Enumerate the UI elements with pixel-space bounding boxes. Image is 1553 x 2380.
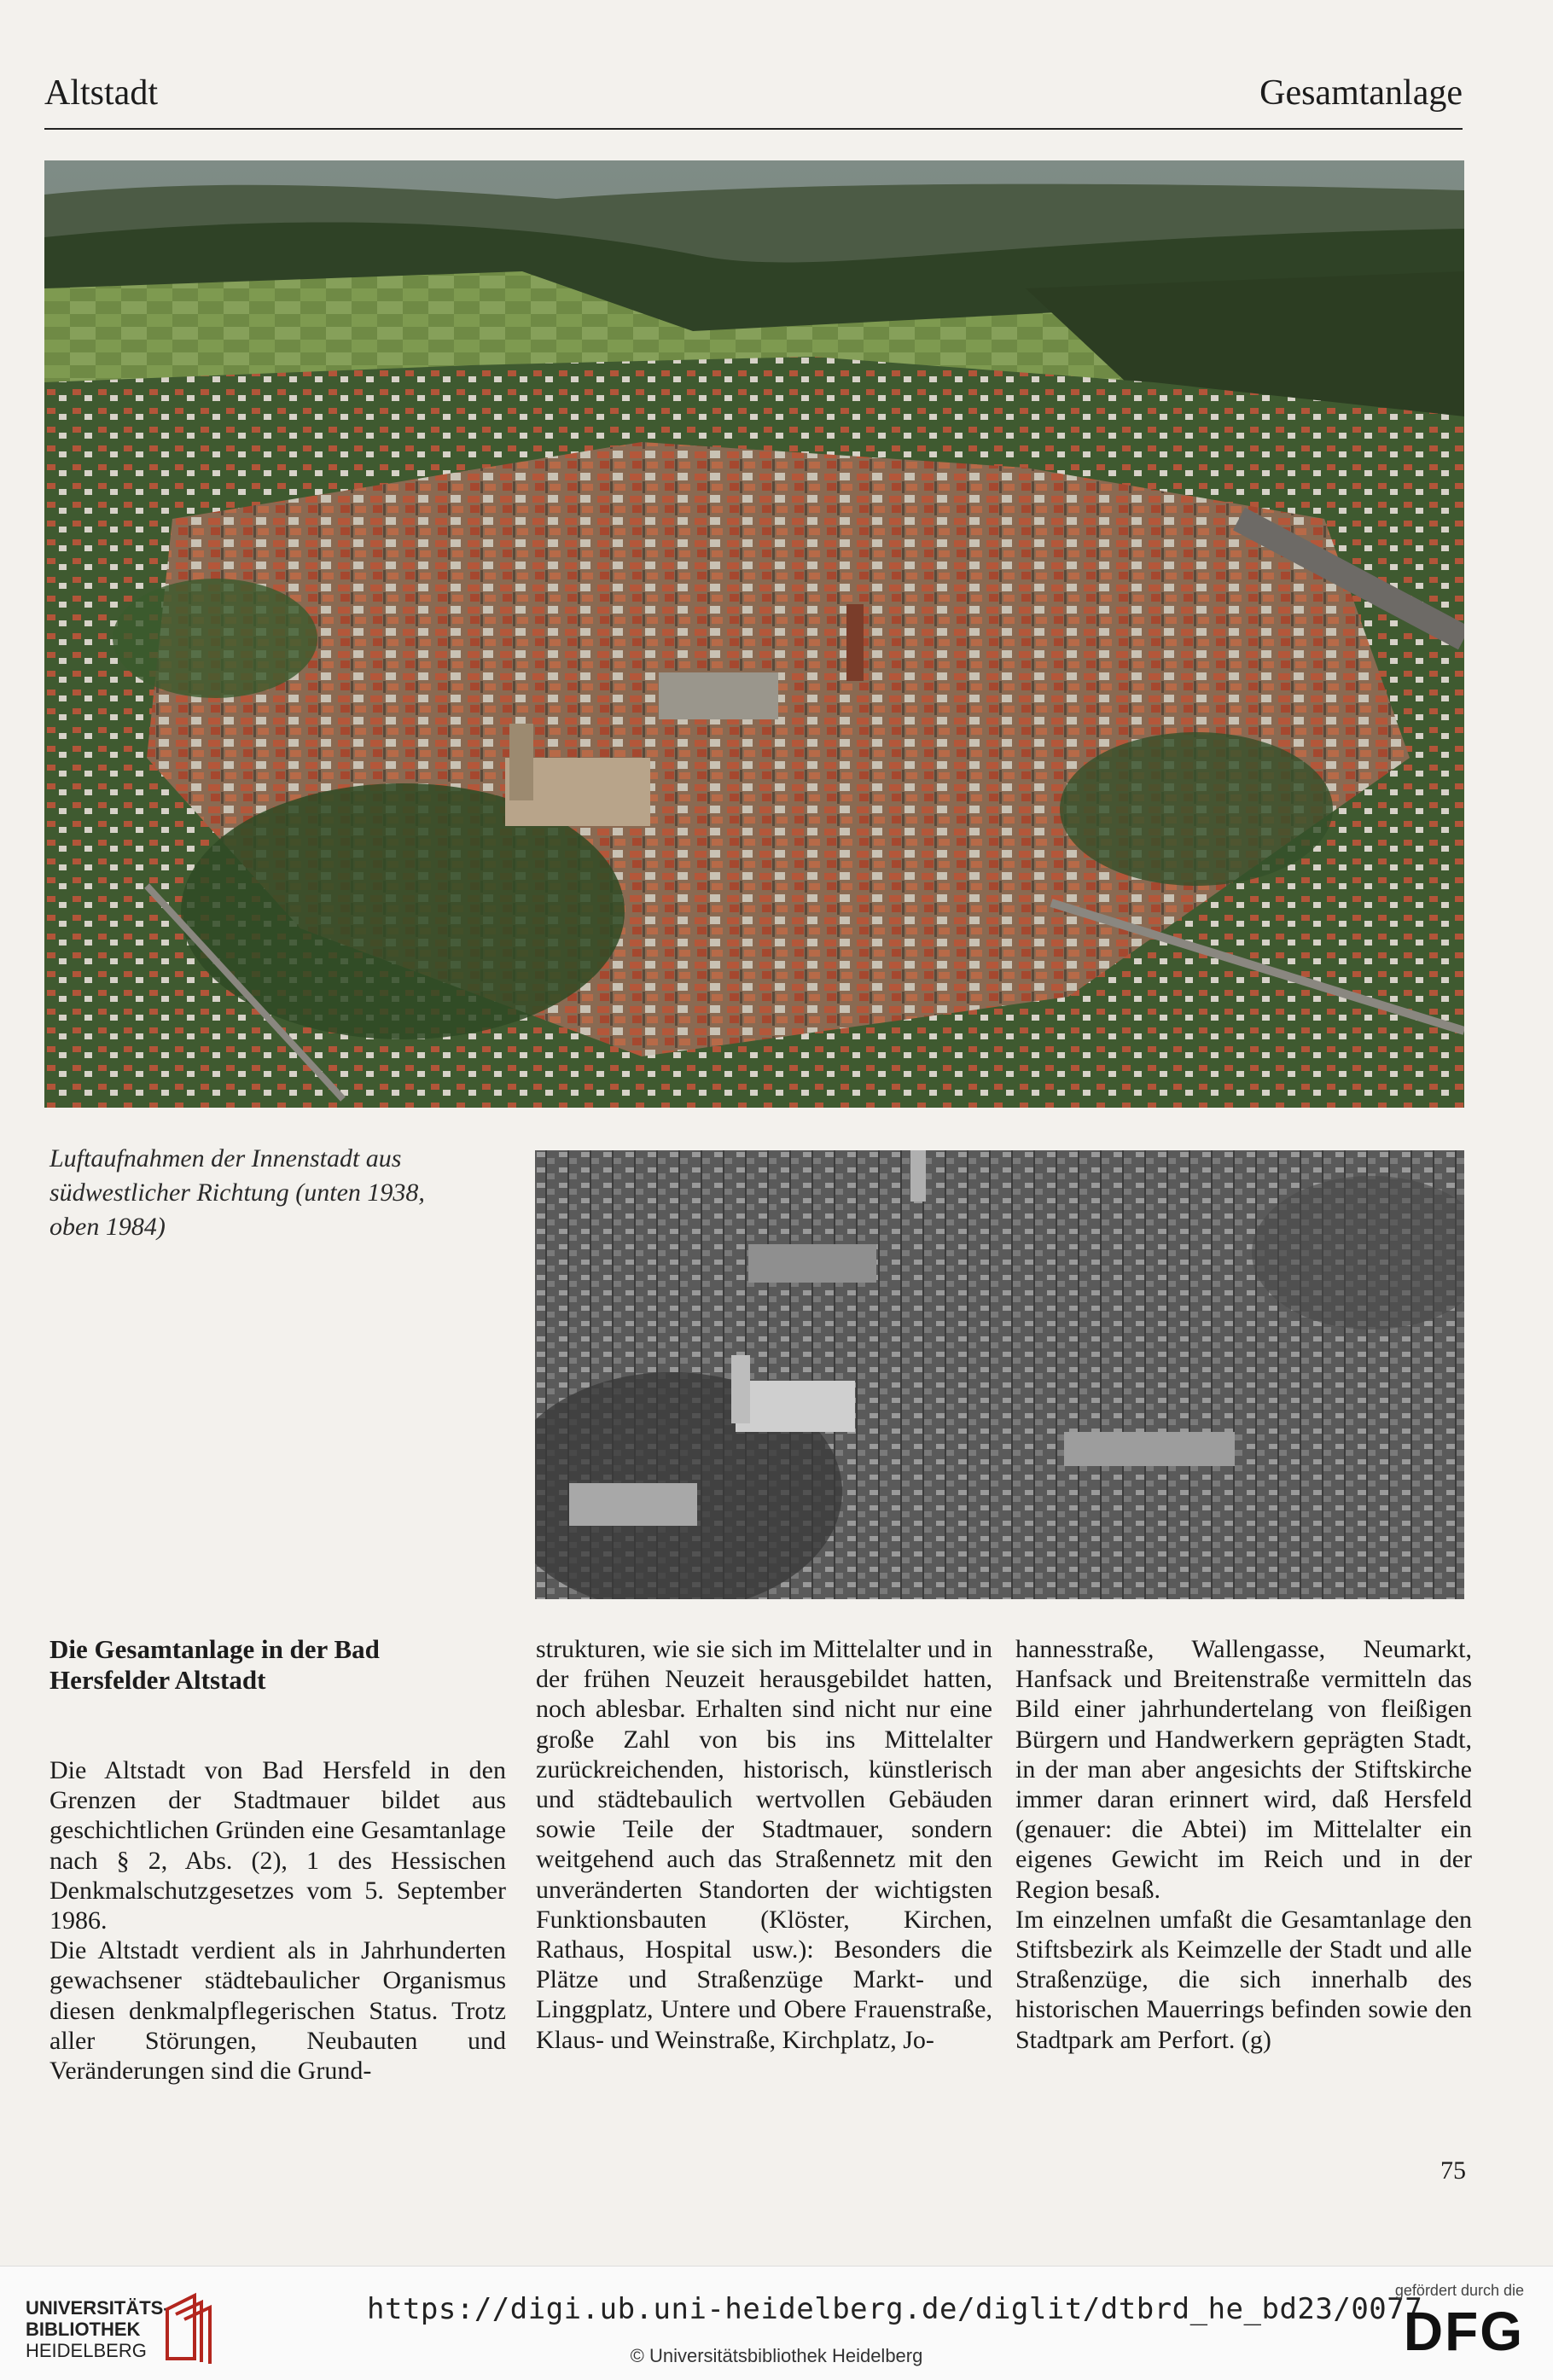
article-heading: Die Gesamtanlage in der Bad Hersfelder Altstadt: [49, 1634, 380, 1695]
photo-caption: Luftaufnahmen der Innenstadt aus südwestlicher Richtung (unten 1938, oben 1984): [49, 1144, 425, 1241]
paragraph: hannesstraße, Wallengasse, Neumarkt, Hanfsack und Breitenstraße vermitteln das Bild einer jahrhundertelang von fleißigen Bürgern und Handwerkern geprägten Stadt, in der man aber angesichts der Stiftskirche immer daran erinnert wird, daß Hersfeld (genauer: die Abtei) im Mittelalter ein eigenes Gewicht im Reich und in der Region besaß.: [1015, 1635, 1472, 1904]
paragraph: Im einzelnen umfaßt die Gesamtanlage den Stiftsbezirk als Keimzelle der Stadt und alle Straßenzüge, die sich innerhalb des historischen Mauerrings befinden sowie den Stadtpark am Perfort. (g): [1015, 1905, 1472, 2054]
paragraph: Die Altstadt verdient als in Jahrhunderten gewachsener städtebaulicher Organismus diesen denkmalpflegerischen Status. Trotz aller Störungen, Neubauten und Veränderungen sind die Grund-: [49, 1936, 506, 2086]
viewer-footer: [0, 2266, 1553, 2380]
aerial-photo-1938: [535, 1150, 1464, 1599]
page-number: 75: [1440, 2156, 1466, 2185]
header-rule: [44, 128, 1463, 130]
library-name: UNIVERSITÄTS- BIBLIOTHEK HEIDELBERG: [26, 2297, 170, 2361]
running-head-left: Altstadt: [44, 73, 158, 113]
funding-note: gefördert durch die: [1394, 2282, 1524, 2299]
dfg-logo[interactable]: DFG: [1403, 2301, 1524, 2362]
paragraph: Die Altstadt von Bad Hersfeld in den Grenzen der Stadtmauer bildet aus geschichtlichen Gründen eine Gesamtanlage nach § 2, Abs. (2), 1 des Hessischen Denkmalschutzgesetzes vom 5. September 1986.: [49, 1756, 506, 1935]
text-column-3: [1015, 1634, 1472, 2055]
text-column-2: [536, 1634, 992, 2055]
aerial-photo-1984: [44, 160, 1464, 1108]
running-head-right: Gesamtanlage: [1259, 73, 1463, 113]
permalink-link[interactable]: https://digi.ub.uni-heidelberg.de/diglit/dtbrd_he_bd23/0077: [367, 2292, 1423, 2326]
text-column-1: [49, 1634, 506, 2086]
copyright-notice: © Universitätsbibliothek Heidelberg: [630, 2345, 923, 2366]
paragraph: strukturen, wie sie sich im Mittelalter und in der frühen Neuzeit herausgebildet hatten, noch ablesbar. Erhalten sind nicht nur eine große Zahl von bis ins Mittelalter zurückreichenden, historisch, künstlerisch und städtebaulich wertvollen Gebäuden sowie Teile der Stadtmauer, sondern weitgehend auch das Straßennetz mit den unveränderten Standorten der wichtigsten Funktionsbauten (Klöster, Kirchen, Rathaus, Hospital usw.): Besonders die Plätze und Straßenzüge Markt- und Linggplatz, Untere und Obere Frauenstraße, Klaus- und Weinstraße, Kirchplatz, Jo-: [536, 1635, 992, 2054]
